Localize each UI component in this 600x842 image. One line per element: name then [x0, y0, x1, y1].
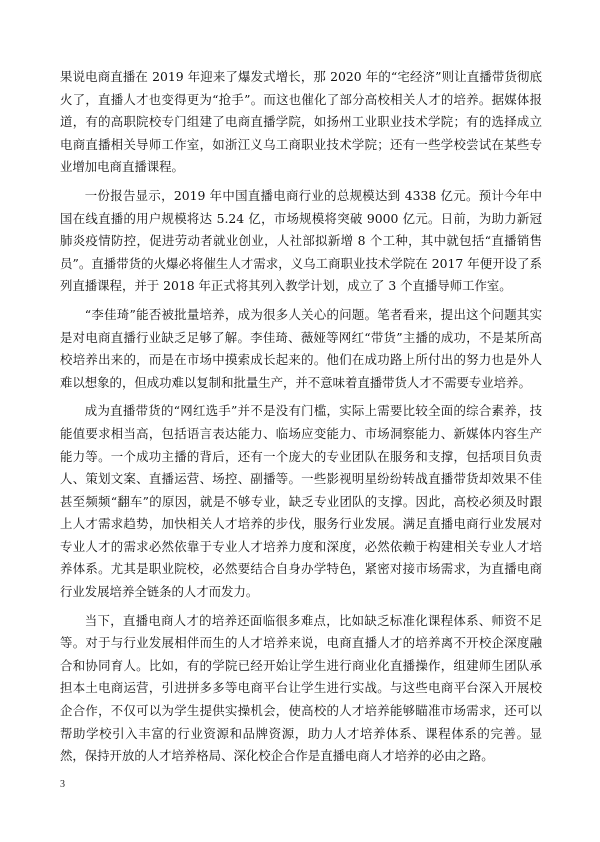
page-number: 3 [60, 779, 65, 790]
paragraph-5: 当下，直播电商人才的培养还面临很多难点，比如缺乏标准化课程体系、师资不足等。对于与行业发展相伴而生的人才培养来说，电商直播人才的培养离不开校企深度融合和协同育人。比如，有的学院已经开始让学生进行商业化直播操作，组建师生团队承担本土电商运营，引进拼多多等电商平台让学生进行实战。与这些电商平台深入开展校企合作，不仅可以为学生提供实操机会，使高校的人才培养能够瞄准市场需求，还可以帮助学校引入丰富的行业资源和品牌资源，助力人才培养体系、课程体系的完善。显然，保持开放的人才培养格局、深化校企合作是直播电商人才培养的必由之路。 [60, 612, 542, 764]
paragraph-2: 一份报告显示，2019 年中国直播电商行业的总规模达到 4338 亿元。预计今年中国在线直播的用户规模将达 5.24 亿，市场规模将突破 9000 亿元。日前，为助力新冠肺炎疫情防控，促进劳动者就业创业，人社部拟新增 8 个工种，其中就包括“直播销售员”。直播带货的火爆必将催生人才需求，义乌工商职业技术学院在 2017 年便开设了系列直播课程，并于 2018 年正式将其列入教学计划，成立了 3 个直播导师工作室。 [60, 187, 542, 294]
paragraph-1: 果说电商直播在 2019 年迎来了爆发式增长，那 2020 年的“宅经济”则让直播带货彻底火了，直播人才也变得更为“抢手”。而这也催化了部分高校相关人才的培养。据媒体报道，有的高职院校专门组建了电商直播学院，如扬州工业职业技术学院；有的选择成立电商直播相关导师工作室，如浙江义乌工商职业技术学院；还有一些学校尝试在某些专业增加电商直播课程。 [60, 69, 542, 175]
paragraph-4: 成为直播带货的“网红选手”并不是没有门槛，实际上需要比较全面的综合素养，技能值要求相当高，包括语言表达能力、临场应变能力、市场洞察能力、新媒体内容生产能力等。一个成功主播的背后，还有一个庞大的专业团队在服务和支撑，包括项目负责人、策划文案、直播运营、场控、副播等。一些影视明星纷纷转战直播带货却效果不佳甚至频频“翻车”的原因，就是不够专业，缺乏专业团队的支撑。因此，高校必须及时跟上人才需求趋势，加快相关人才培养的步伐，服务行业发展。满足直播电商行业发展对专业人才的需求必然依靠于专业人才培养力度和深度，必然依赖于构建相关专业人才培养体系。尤其是职业院校，必然要结合自身办学特色，紧密对接市场需求，为直播电商行业发展培养全链条的人才而发力。 [60, 403, 542, 600]
paragraph-3: “李佳琦”能否被批量培养，成为很多人关心的问题。笔者看来，提出这个问题其实是对电商直播行业缺乏足够了解。李佳琦、薇娅等网红“带货”主播的成功，不是某所高校培养出来的，而是在市场中摸索成长起来的。他们在成功路上所付出的努力也是外人难以想象的，但成功难以复制和批量生产，并不意味着直播带货人才不需要专业培养。 [60, 306, 542, 390]
body-text [60, 66, 542, 774]
